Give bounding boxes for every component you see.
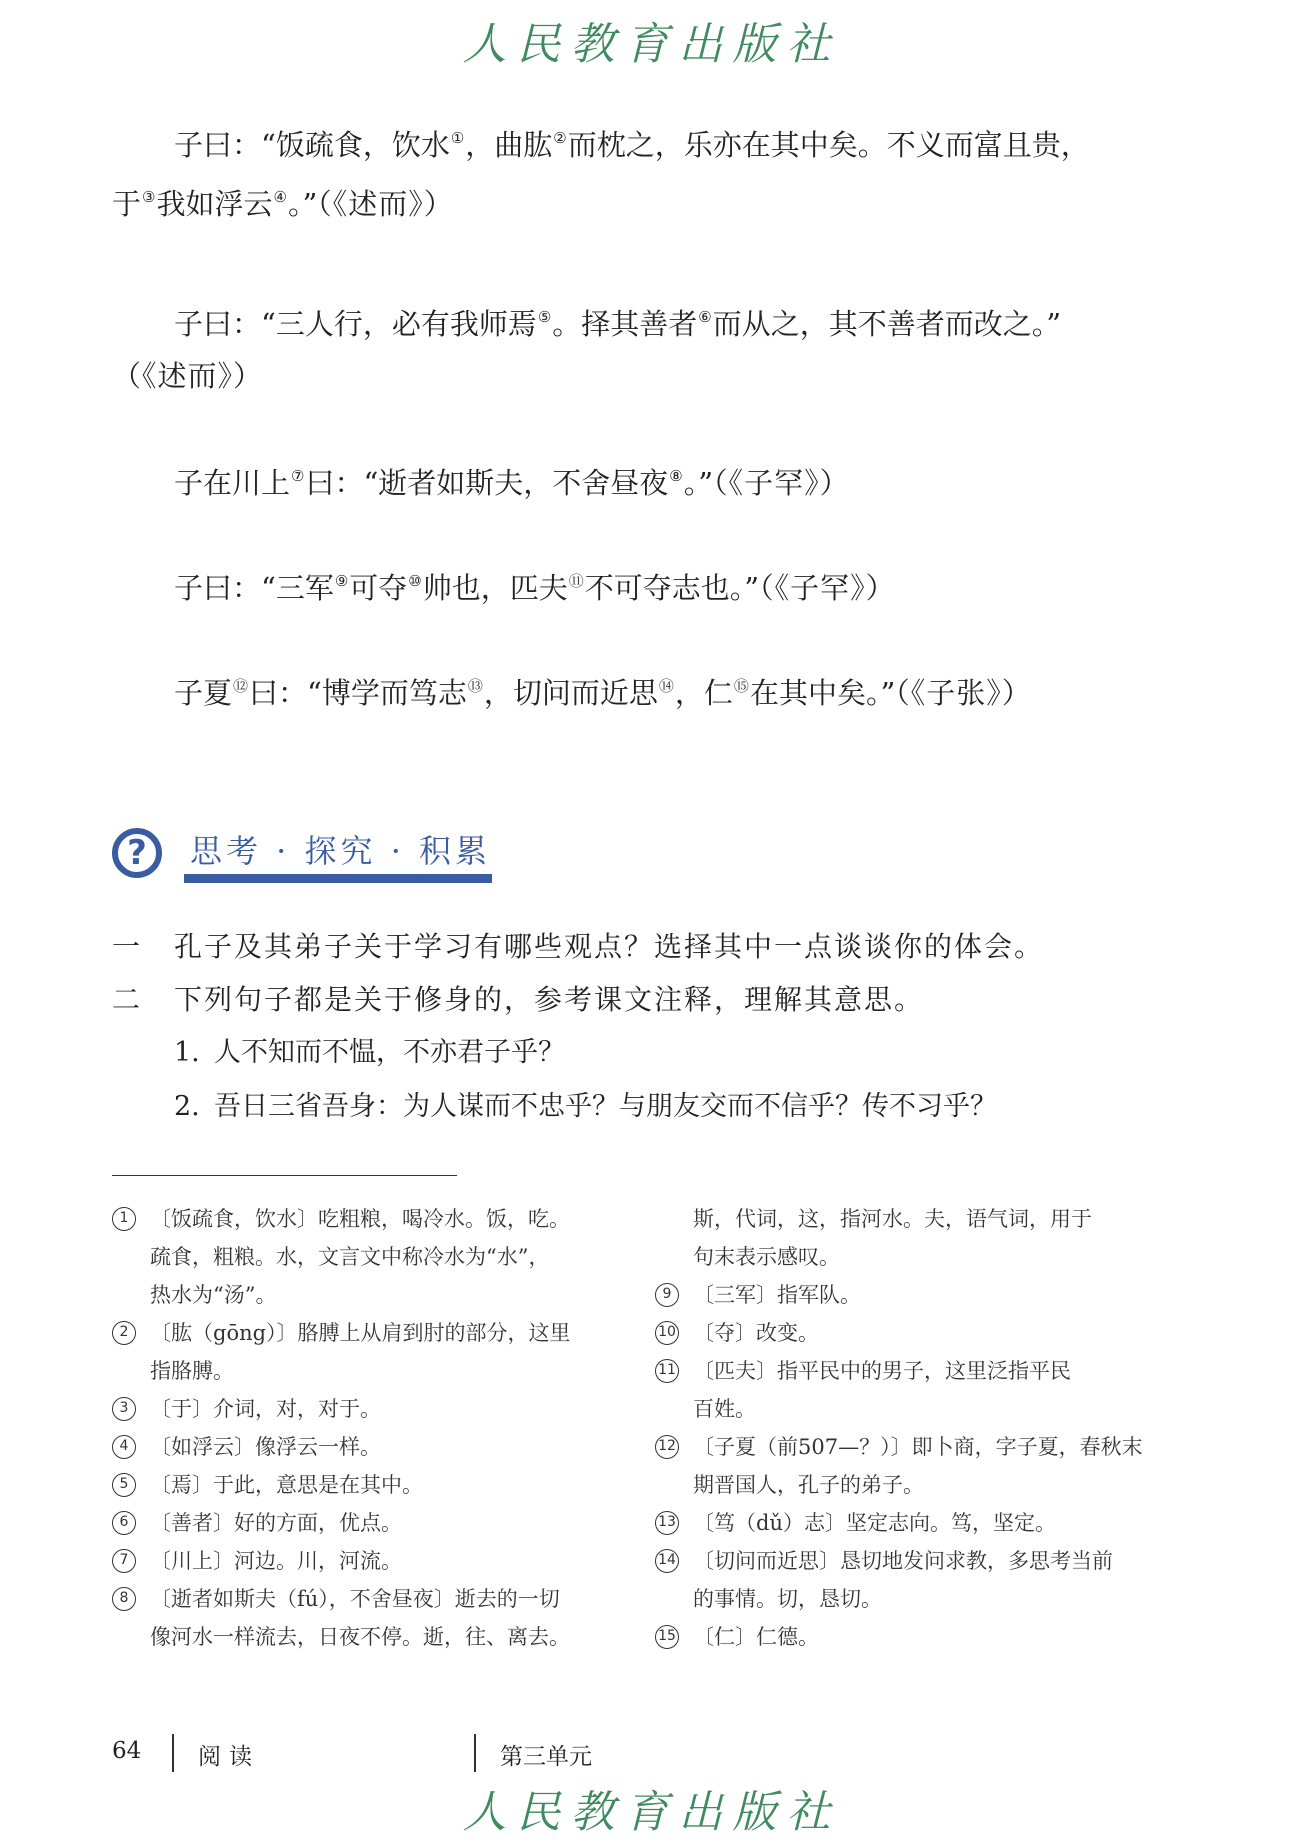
footnote: 5 〔焉〕于此，意思是在其中。 (112, 1466, 612, 1504)
source-citation: （《子张》） (895, 676, 1032, 710)
footnotes-left (112, 1200, 612, 1656)
passage-4: 子曰：“三军⑨可夺⑩帅也，匹夫⑪不可夺志也。”（《子罕》） (174, 571, 896, 605)
footnote: 15 〔仁〕仁德。 (655, 1618, 1145, 1656)
footnote-ref: ③ (142, 188, 156, 206)
passage-2: 子曰：“三人行，必有我师焉⑤。择其善者⑥而从之，其不善者而改之。” （《述而》） (112, 307, 1062, 393)
question-icon: ? (112, 828, 162, 878)
footnote: 14 〔切问而近思〕恳切地发问求教，多思考当前 (655, 1542, 1145, 1580)
footnote: 6 〔善者〕好的方面，优点。 (112, 1504, 612, 1542)
footnote: 12 〔子夏（前507—？）〕即卜商，字子夏，春秋末 (655, 1428, 1145, 1466)
footer-divider (474, 1734, 476, 1772)
footnote-continued: 热水为“汤”。 (150, 1283, 277, 1307)
question-2 (112, 978, 924, 1018)
footnote: 10 〔夺〕改变。 (655, 1314, 1145, 1352)
footer-divider (172, 1734, 174, 1772)
footnote-ref: ⑧ (669, 467, 683, 485)
footnote-ref: ④ (273, 188, 287, 206)
footnote-ref: ⑫ (233, 677, 249, 695)
question-text: 下列句子都是关于修身的，参考课文注释，理解其意思。 (174, 983, 925, 1016)
section-underline (184, 874, 492, 883)
footer-section: 阅读 (198, 1744, 260, 1770)
footnote-continued: 斯，代词，这，指河水。夫，语气词，用于 (693, 1207, 1092, 1231)
passage-5: 子夏⑫曰：“博学而笃志⑬，切问而近思⑭，仁⑮在其中矣。”（《子张》） (174, 676, 1032, 710)
footnote-continued: 指胳膊。 (150, 1359, 234, 1383)
question-text: 孔子及其弟子关于学习有哪些观点？选择其中一点谈谈你的体会。 (174, 930, 1045, 963)
question-number: 一 (112, 930, 143, 963)
footnote-ref: ⑭ (658, 677, 674, 695)
footnote: 9 〔三军〕指军队。 (655, 1276, 1145, 1314)
footnote-continued: 句末表示感叹。 (693, 1245, 840, 1269)
sub-item-1: 1. 人不知而不愠，不亦君子乎？ (174, 1037, 565, 1068)
footnotes-right (655, 1200, 1145, 1656)
source-citation: （《述而》） (112, 359, 264, 393)
footnote: 7 〔川上〕河边。川，河流。 (112, 1542, 612, 1580)
page-number: 64 (112, 1738, 142, 1764)
footnote-ref: ⑬ (467, 677, 483, 695)
source-citation: （《述而》） (317, 187, 454, 221)
section-title: 思考 · 探究 · 积累 (190, 832, 492, 870)
footnote-continued: 百姓。 (693, 1397, 756, 1421)
passage-1: 子曰：“饭疏食，饮水①，曲肱②而枕之，乐亦在其中矣。不义而富且贵， 于③我如浮云④。”（《述而》） (112, 128, 1090, 221)
question-number: 二 (112, 983, 143, 1016)
section-heading (112, 820, 502, 890)
footnote-ref: ① (450, 129, 465, 147)
footnote-ref: ⑩ (408, 572, 422, 590)
footnote: 4 〔如浮云〕像浮云一样。 (112, 1428, 612, 1466)
footnote-ref: ⑦ (291, 467, 305, 485)
footnote: 13 〔笃（dǔ）志〕坚定志向。笃，坚定。 (655, 1504, 1145, 1542)
source-citation: （《子罕》） (759, 571, 896, 605)
footnote-divider (112, 1175, 457, 1176)
question-1 (112, 925, 1044, 965)
footer-unit: 第三单元 (500, 1744, 592, 1770)
footnote-continued: 的事情。切，恳切。 (693, 1587, 882, 1611)
footnote-ref: ⑤ (537, 308, 552, 326)
footnote-ref: ⑨ (334, 572, 349, 590)
footnote: 11 〔匹夫〕指平民中的男子，这里泛指平民 (655, 1352, 1145, 1390)
footnote-ref: ⑪ (568, 572, 584, 590)
footnote-ref: ② (553, 129, 567, 147)
footnote-continued: 像河水一样流去，日夜不停。逝，往、离去。 (150, 1625, 570, 1649)
passage-3: 子在川上⑦曰：“逝者如斯夫，不舍昼夜⑧。”（《子罕》） (174, 466, 850, 500)
footnote-continued: 期晋国人，孔子的弟子。 (693, 1473, 924, 1497)
source-citation: （《子罕》） (713, 466, 850, 500)
footnote: 3 〔于〕介词，对，对于。 (112, 1390, 612, 1428)
footnote: 2 〔肱（gōng）〕胳膊上从肩到肘的部分，这里 (112, 1314, 612, 1352)
footnote-continued: 疏食，粗粮。水，文言文中称冷水为“水”， (150, 1245, 550, 1269)
publisher-logo-top: 人民教育出版社 (462, 19, 841, 70)
footnote: 8 〔逝者如斯夫（fú），不舍昼夜〕逝去的一切 (112, 1580, 612, 1618)
footnote-ref: ⑥ (698, 308, 712, 326)
footnote-ref: ⑮ (733, 677, 749, 695)
footnote: 1 〔饭疏食，饮水〕吃粗粮，喝冷水。饭，吃。 (112, 1200, 612, 1238)
publisher-logo-bottom: 人民教育出版社 (462, 1787, 841, 1838)
sub-item-2: 2. 吾日三省吾身：为人谋而不忠乎？与朋友交而不信乎？传不习乎？ (174, 1091, 997, 1122)
